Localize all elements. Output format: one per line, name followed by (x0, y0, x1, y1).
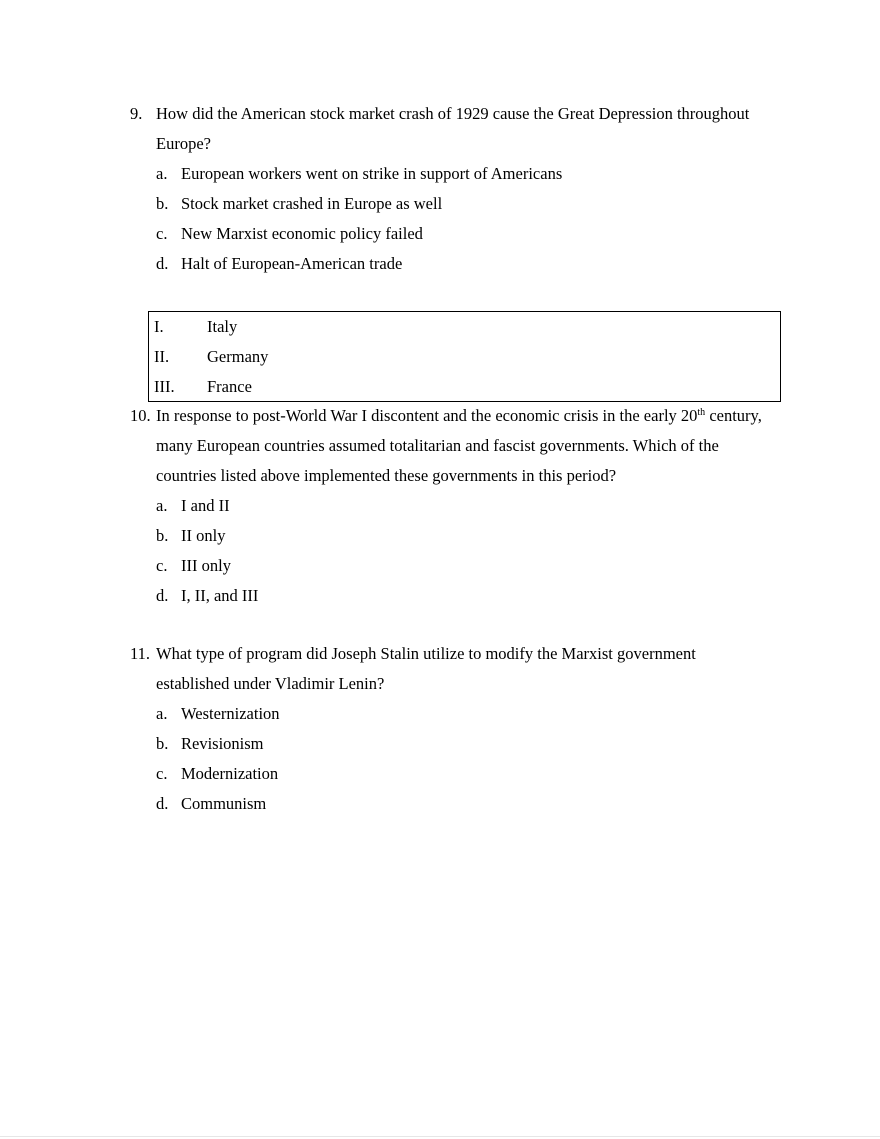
answer-option-d[interactable] (130, 789, 790, 819)
answer-option-d[interactable] (130, 581, 790, 611)
country-name: Italy (207, 317, 238, 336)
question-text: many European countries assumed totalitarian and fascist governments. Which of the (156, 436, 719, 455)
question-9 (130, 99, 790, 279)
country-name: Germany (207, 347, 269, 366)
answer-option-a[interactable] (130, 699, 790, 729)
country-list-box (148, 311, 781, 402)
question-line (130, 401, 790, 431)
page-bottom-edge (0, 1136, 880, 1137)
question-line (130, 461, 790, 491)
question-text: established under Vladimir Lenin? (156, 674, 385, 693)
option-text: Halt of European-American trade (181, 254, 403, 273)
question-line (130, 129, 790, 159)
question-10 (130, 401, 790, 611)
answer-option-b[interactable] (130, 189, 790, 219)
question-text: countries listed above implemented these governments in this period? (156, 466, 617, 485)
question-line (130, 639, 790, 669)
question-number: 11. (130, 644, 151, 663)
roman-numeral: I. (154, 317, 164, 336)
option-letter: d. (156, 586, 169, 605)
question-line (130, 99, 790, 129)
answer-option-d[interactable] (130, 249, 790, 279)
option-letter: d. (156, 254, 169, 273)
option-letter: c. (156, 224, 168, 243)
answer-option-b[interactable] (130, 729, 790, 759)
question-line (130, 669, 790, 699)
option-letter: b. (156, 194, 169, 213)
option-text: Stock market crashed in Europe as well (181, 194, 443, 213)
option-text: I, II, and III (181, 586, 259, 605)
option-letter: a. (156, 496, 168, 515)
option-text: Modernization (181, 764, 279, 783)
question-text: How did the American stock market crash of 1929 cause the Great Depression throughout (156, 104, 750, 123)
question-11 (130, 639, 790, 819)
option-text: Revisionism (181, 734, 264, 753)
answer-option-c[interactable] (130, 759, 790, 789)
option-letter: d. (156, 794, 169, 813)
option-letter: b. (156, 734, 169, 753)
roman-numeral: III. (154, 377, 175, 396)
option-text: European workers went on strike in support of Americans (181, 164, 563, 183)
question-number: 9. (130, 104, 143, 123)
answer-option-b[interactable] (130, 521, 790, 551)
question-text: In response to post-World War I discontent and the economic crisis in the early 20th century, (156, 406, 762, 425)
option-letter: c. (156, 764, 168, 783)
roman-numeral: II. (154, 347, 170, 366)
option-letter: a. (156, 704, 168, 723)
answer-option-a[interactable] (130, 491, 790, 521)
option-text: III only (181, 556, 231, 575)
option-letter: c. (156, 556, 168, 575)
answer-option-c[interactable] (130, 551, 790, 581)
option-text: Westernization (181, 704, 280, 723)
country-name: France (207, 377, 252, 396)
question-text: Europe? (156, 134, 211, 153)
country-list-item (149, 342, 780, 372)
country-list-item (149, 312, 780, 342)
country-list-item (149, 372, 780, 402)
option-text: Communism (181, 794, 267, 813)
answer-option-a[interactable] (130, 159, 790, 189)
option-text: II only (181, 526, 226, 545)
ordinal-superscript: th (697, 407, 706, 418)
option-letter: a. (156, 164, 168, 183)
question-line (130, 431, 790, 461)
option-text: New Marxist economic policy failed (181, 224, 423, 243)
option-text: I and II (181, 496, 230, 515)
answer-option-c[interactable] (130, 219, 790, 249)
option-letter: b. (156, 526, 169, 545)
question-number: 10. (130, 406, 151, 425)
question-text: What type of program did Joseph Stalin utilize to modify the Marxist government (156, 644, 696, 663)
